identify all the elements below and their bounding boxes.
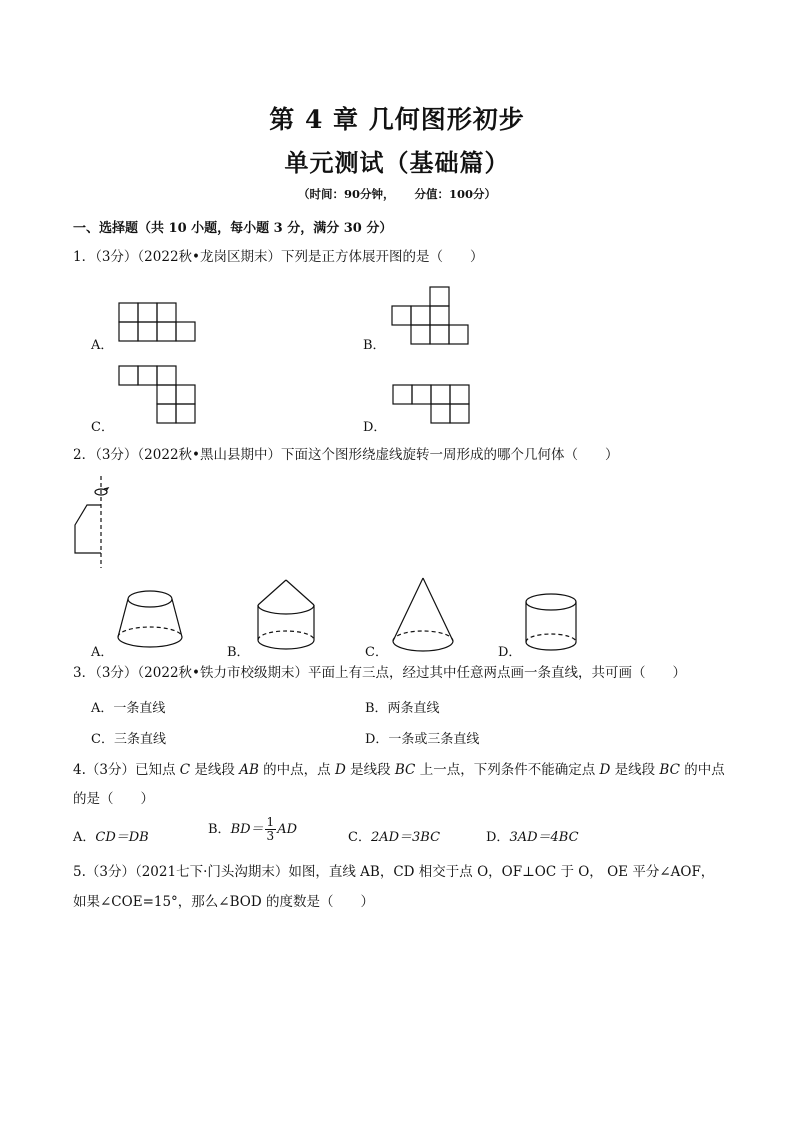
q3-option-b[interactable]: B．两条直线 <box>365 701 440 716</box>
q1-option-d[interactable]: D． <box>363 420 387 435</box>
question-5-stem: 5.（3分）（2021七下·门头沟期末）如图，直线 AB，CD 相交于点 O，OF⊥OC 于 O， OE 平分∠AOF， <box>73 864 715 880</box>
q2-option-c[interactable]: C． <box>365 645 388 660</box>
question-5-stem-line2: 如果∠COE=15°，那么∠BOD 的度数是（ ） <box>73 894 374 910</box>
question-4-stem-line2: 的是（ ） <box>73 791 154 807</box>
q4-text: 上一点，下列条件不能确定点 <box>415 762 600 778</box>
fraction-denominator: 3 <box>266 829 275 843</box>
q4-text: 的中点，点 <box>258 762 335 778</box>
question-4-stem <box>73 760 725 780</box>
q1-option-c[interactable]: C． <box>91 420 114 435</box>
q4-option-b-rhs: AD <box>277 822 297 837</box>
page-subtitle: 单元测试（基础篇） <box>284 148 510 177</box>
q4-option-c-label: C． <box>348 830 371 845</box>
section-title: 一、选择题（共 10 小题，每小题 3 分，满分 30 分） <box>73 221 393 236</box>
q3-option-a[interactable]: A．一条直线 <box>91 701 166 716</box>
q4-var: BC <box>659 762 680 778</box>
q4-text: 4.（3分）已知点 <box>73 762 180 778</box>
question-3-stem: 3．（3分）（2022秋•铁力市校级期末）平面上有三点，经过其中任意两点画一条直线，共可画（ ） <box>73 665 686 681</box>
q2-option-d[interactable]: D． <box>498 645 522 660</box>
q4-text: 是线段 <box>610 762 660 778</box>
q4-option-a[interactable] <box>73 826 149 845</box>
q4-text: 的中点 <box>679 762 725 778</box>
fraction-numerator: 1 <box>266 815 275 829</box>
q4-var: D <box>334 762 346 778</box>
q2-option-b[interactable]: B． <box>227 645 250 660</box>
q4-option-d[interactable] <box>486 826 579 845</box>
q4-option-d-expr: 3AD＝4BC <box>509 830 579 845</box>
q4-option-d-label: D． <box>486 830 510 845</box>
q4-option-c[interactable] <box>348 826 440 845</box>
page-title: 第 4 章 几何图形初步 <box>269 105 525 134</box>
q4-var: AB <box>239 762 259 778</box>
q3-option-c[interactable]: C．三条直线 <box>91 732 166 747</box>
q4-option-a-label: A． <box>73 830 96 845</box>
q4-option-a-expr: CD＝DB <box>95 830 149 845</box>
question-2-stem: 2．（3分）（2022秋•黑山县期中）下面这个图形绕虚线旋转一周形成的哪个几何体（ ） <box>73 447 619 463</box>
q4-option-b[interactable] <box>208 816 297 843</box>
q1-option-a[interactable]: A． <box>91 338 114 353</box>
q2-option-a[interactable]: A． <box>91 645 114 660</box>
exam-score: 分值：100分） <box>414 187 497 201</box>
q4-text: 是线段 <box>190 762 240 778</box>
question-1-stem: 1．（3分）（2022秋•龙岗区期末）下列是正方体展开图的是（ ） <box>73 249 484 265</box>
q4-var: D <box>599 762 611 778</box>
q4-text: 是线段 <box>345 762 395 778</box>
q4-option-c-expr: 2AD＝3BC <box>370 830 441 845</box>
q4-var: BC <box>394 762 416 778</box>
q4-option-b-label: B． <box>208 822 231 837</box>
exam-time: （时间：90分钟， <box>297 187 395 201</box>
q3-option-d[interactable]: D．一条或三条直线 <box>365 732 480 747</box>
fraction <box>265 816 277 843</box>
q1-option-b[interactable]: B． <box>363 338 386 353</box>
q4-option-b-lhs: BD＝ <box>230 822 264 837</box>
q4-var: C <box>179 762 191 778</box>
